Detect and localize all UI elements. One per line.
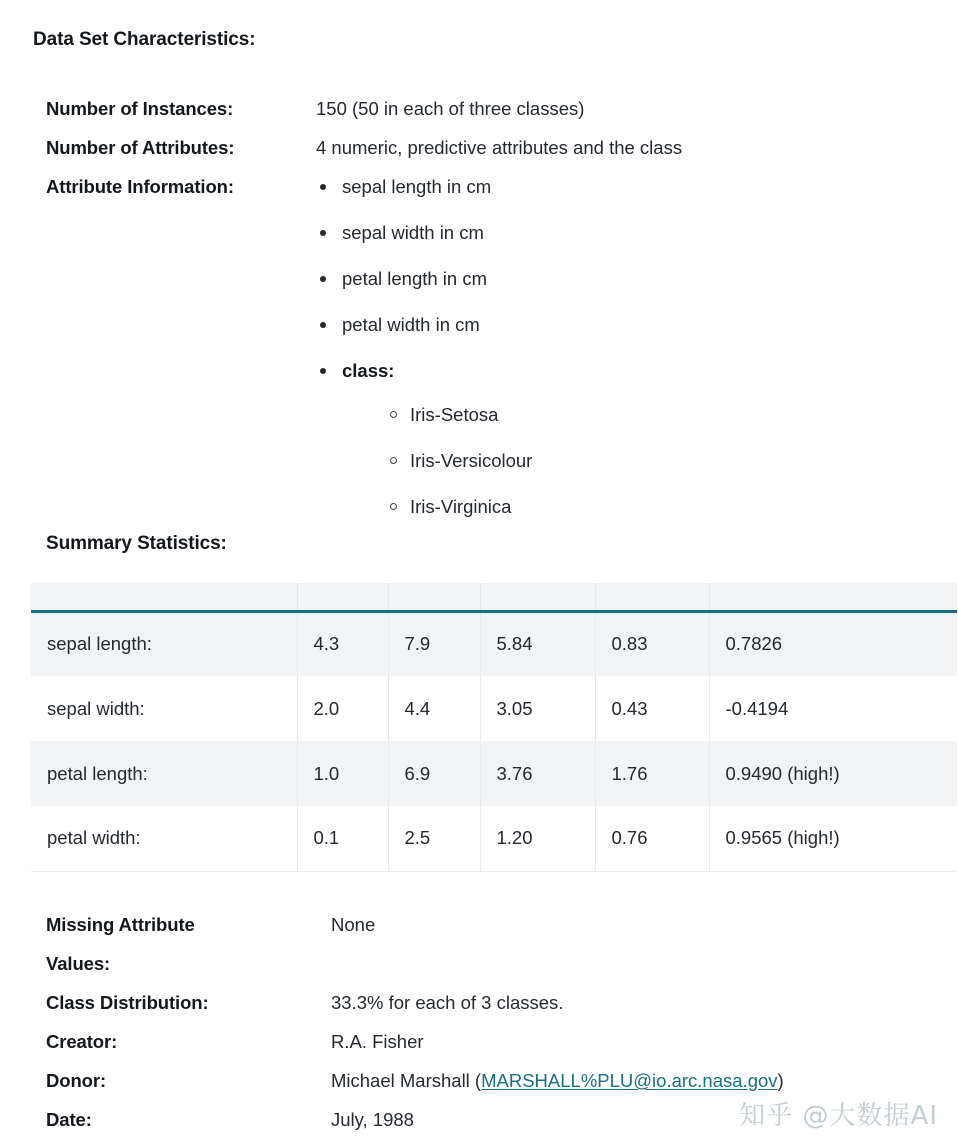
bullet-circle-icon xyxy=(390,411,397,418)
list-item-label: sepal length in cm xyxy=(342,176,492,197)
donor-name: Michael Marshall ( xyxy=(331,1070,482,1091)
cell-class-correlation: 0.7826 xyxy=(709,611,957,676)
row-missing-attribute-values xyxy=(46,905,936,983)
value-date: July, 1988 xyxy=(331,1109,414,1130)
list-item-label: sepal width in cm xyxy=(342,222,484,243)
value-class-distribution: 33.3% for each of 3 classes. xyxy=(331,992,564,1013)
bullet-disc-icon xyxy=(320,276,326,282)
bullet-circle-icon xyxy=(390,503,397,510)
cell-class-correlation: 0.9565 (high!) xyxy=(709,806,957,871)
table-row xyxy=(31,806,957,871)
cell-max: 7.9 xyxy=(388,611,480,676)
cell-sd: 1.76 xyxy=(595,741,709,806)
cell-min: 2.0 xyxy=(297,676,388,741)
cell-attribute: sepal length: xyxy=(31,611,297,676)
label-number-of-instances: Number of Instances: xyxy=(46,98,234,119)
bullet-disc-icon xyxy=(320,184,326,190)
donor-paren-close: ) xyxy=(777,1070,784,1091)
list-item xyxy=(316,173,532,200)
cell-min: 0.1 xyxy=(297,806,388,871)
cell-class-correlation: 0.9490 (high!) xyxy=(709,741,957,806)
row-attribute-information xyxy=(46,173,936,520)
cell-sd: 0.43 xyxy=(595,676,709,741)
table-header xyxy=(31,583,957,611)
list-item-class xyxy=(316,357,532,520)
list-item-label: Iris-Setosa xyxy=(410,404,499,425)
table-body xyxy=(31,611,957,871)
dataset-metadata-list xyxy=(46,905,936,1139)
cell-attribute: petal length: xyxy=(31,741,297,806)
table-row xyxy=(31,676,957,741)
cell-sd: 0.83 xyxy=(595,611,709,676)
row-donor xyxy=(46,1061,936,1100)
data-set-characteristics-list xyxy=(46,95,936,520)
row-number-of-instances xyxy=(46,95,936,122)
section-title-summary-statistics: Summary Statistics: xyxy=(46,533,227,554)
class-values-list xyxy=(342,401,532,520)
watermark: 知乎 @大数据AI xyxy=(739,1101,938,1131)
bullet-disc-icon xyxy=(320,230,326,236)
attribute-bullet-list xyxy=(316,173,532,520)
page-title-data-set-characteristics: Data Set Characteristics: xyxy=(33,29,256,50)
column-header-max xyxy=(388,583,480,611)
row-creator xyxy=(46,1022,936,1061)
cell-max: 6.9 xyxy=(388,741,480,806)
column-header-class-correlation xyxy=(709,583,957,611)
list-item xyxy=(386,447,532,474)
label-number-of-attributes: Number of Attributes: xyxy=(46,137,235,158)
cell-sd: 0.76 xyxy=(595,806,709,871)
table-row xyxy=(31,611,957,676)
list-item-label: Iris-Virginica xyxy=(410,496,512,517)
label-date: Date: xyxy=(46,1109,92,1130)
list-item xyxy=(386,401,532,428)
cell-class-correlation: -0.4194 xyxy=(709,676,957,741)
value-donor xyxy=(331,1061,784,1100)
label-line-1: Missing Attribute xyxy=(46,914,195,935)
value-creator: R.A. Fisher xyxy=(331,1031,424,1052)
value-missing-attribute-values: None xyxy=(331,914,376,935)
bullet-circle-icon xyxy=(390,457,397,464)
cell-mean: 3.76 xyxy=(480,741,595,806)
cell-mean: 1.20 xyxy=(480,806,595,871)
cell-min: 4.3 xyxy=(297,611,388,676)
summary-statistics-table xyxy=(31,583,957,872)
list-item xyxy=(386,493,532,520)
column-header-attribute xyxy=(31,583,297,611)
row-number-of-attributes xyxy=(46,134,936,161)
cell-max: 4.4 xyxy=(388,676,480,741)
list-item-label: class: xyxy=(342,360,395,381)
value-number-of-instances: 150 (50 in each of three classes) xyxy=(316,98,585,119)
donor-email-link[interactable]: MARSHALL%PLU@io.arc.nasa.gov xyxy=(481,1070,778,1091)
cell-mean: 5.84 xyxy=(480,611,595,676)
table-row xyxy=(31,741,957,806)
bullet-disc-icon xyxy=(320,322,326,328)
label-line-2: Values: xyxy=(46,953,111,974)
value-number-of-attributes: 4 numeric, predictive attributes and the class xyxy=(316,137,683,158)
list-item xyxy=(316,311,532,338)
list-item-label: petal width in cm xyxy=(342,314,480,335)
table-header-row xyxy=(31,583,957,611)
cell-mean: 3.05 xyxy=(480,676,595,741)
label-missing-attribute-values xyxy=(46,905,331,983)
label-class-distribution: Class Distribution: xyxy=(46,992,209,1013)
list-item-label: petal length in cm xyxy=(342,268,488,289)
list-item xyxy=(316,265,532,292)
label-attribute-information: Attribute Information: xyxy=(46,176,234,197)
cell-attribute: petal width: xyxy=(31,806,297,871)
label-creator: Creator: xyxy=(46,1031,118,1052)
column-header-min xyxy=(297,583,388,611)
column-header-sd xyxy=(595,583,709,611)
bullet-disc-icon xyxy=(320,368,326,374)
cell-min: 1.0 xyxy=(297,741,388,806)
row-class-distribution xyxy=(46,983,936,1022)
cell-max: 2.5 xyxy=(388,806,480,871)
list-item xyxy=(316,219,532,246)
row-date xyxy=(46,1100,936,1139)
cell-attribute: sepal width: xyxy=(31,676,297,741)
list-item-label: Iris-Versicolour xyxy=(410,450,533,471)
column-header-mean xyxy=(480,583,595,611)
value-attribute-information xyxy=(316,173,532,520)
label-donor: Donor: xyxy=(46,1070,107,1091)
